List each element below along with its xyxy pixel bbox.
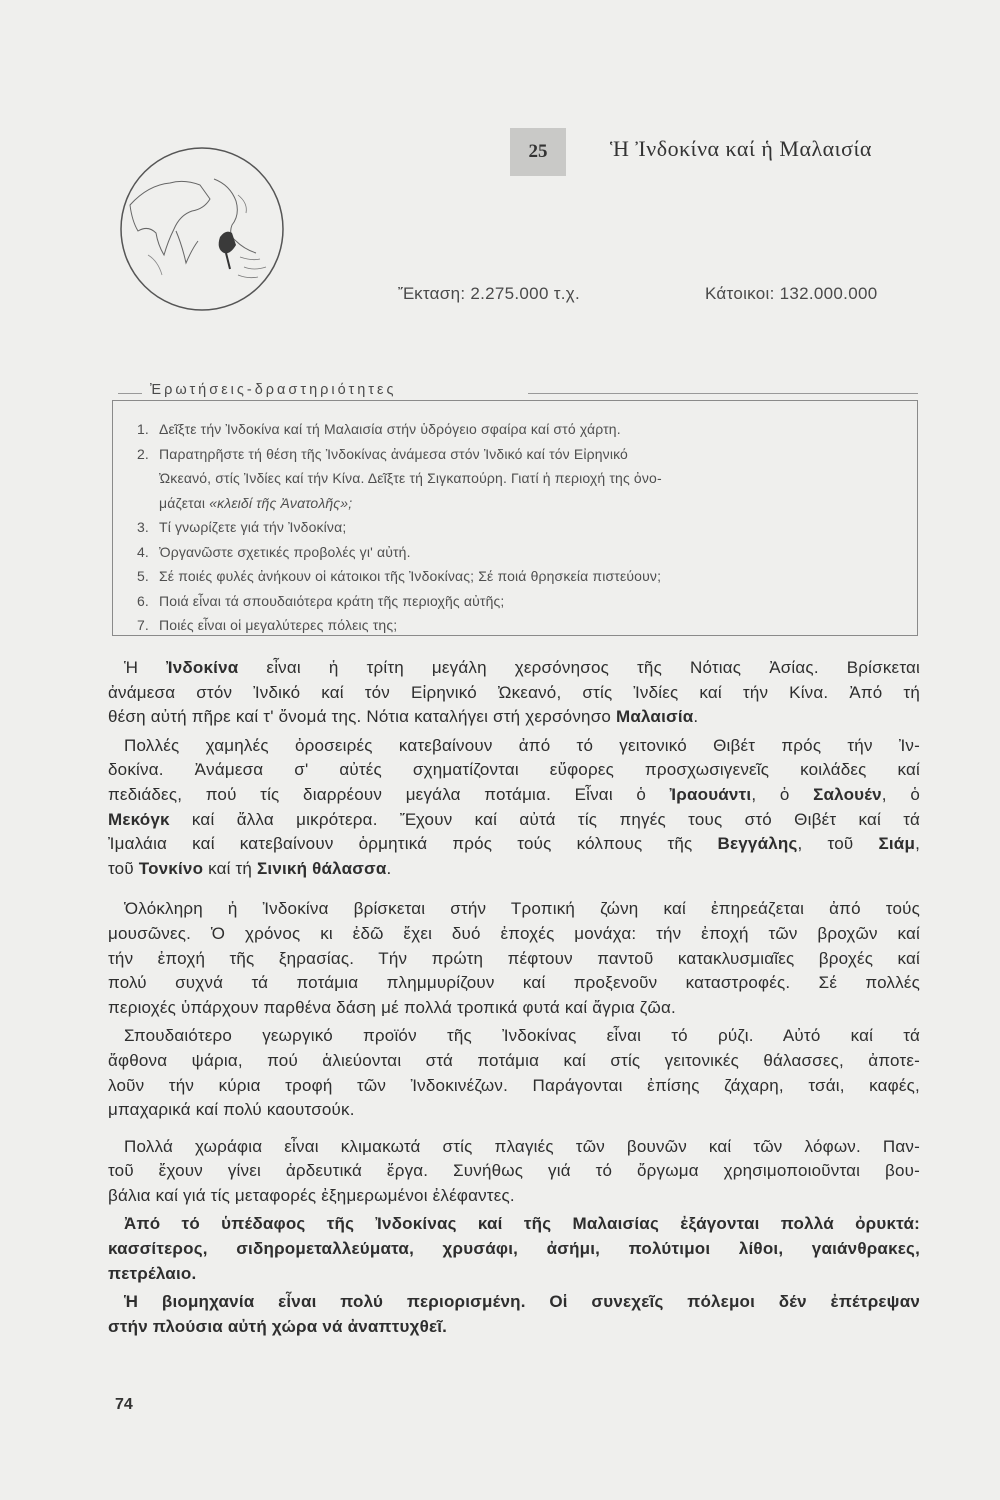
question-item: 1. Δεῖξτε τήν Ἰνδοκίνα καί τή Μαλαισία στήν ὑδρόγειο σφαίρα καί στό χάρτη.: [137, 421, 621, 437]
body-text: [108, 656, 920, 1353]
heading-rule-right: [528, 393, 918, 394]
question-continuation: Ὠκεανό, στίς Ἰνδίες καί τήν Κίνα. Δεῖξτε τή Σιγκαπούρη. Γιατί ἡ περιοχή της ὀνο-: [159, 470, 662, 486]
paragraph-fields: Πολλά χωράφια εἶναι κλιμακωτά στίς πλαγιές τῶν βουνῶν καί τῶν λόφων. Παν- τοῦ ἔχουν γίνει ἀρδευτικά ἔργα. Συνήθως γιά τό ὄργωμα χρησιμοποιοῦνται βου- βάλια καί γιά τίς μεταφορές ἐξημερωμένοι ἐλέφαντες.: [108, 1136, 920, 1205]
chapter-title: Ἡ Ἰνδοκίνα καί ἡ Μαλαισία: [610, 136, 872, 161]
paragraph-agriculture: Σπουδαιότερο γεωργικό προϊόν τῆς Ἰνδοκίνας εἶναι τό ρύζι. Αὐτό καί τά ἄφθονα ψάρια, πού ἁλιεύονται στά ποτάμια καί στίς γειτονικές θάλασσες, ἀποτε- λοῦν τήν κύρια τροφή τῶν Ἰνδοκινέζων. Παράγονται ἐπίσης ζάχαρη, τσάι, καφές, μπαχαρικά καί πολύ καουτσούκ.: [108, 1026, 920, 1120]
question-item: 4. Ὀργανῶστε σχετικές προβολές γι' αὐτή.: [137, 543, 411, 560]
question-item: 2. Παρατηρῆστε τή θέση τῆς Ἰνδοκίνας ἀνάμεσα στόν Ἰνδικό καί τόν Εἰρηνικό: [137, 445, 628, 462]
paragraph-climate: Ὁλόκληρη ἡ Ἰνδοκίνα βρίσκεται στήν Τροπική ζώνη καί ἐπηρεάζεται ἀπό τούς μουσῶνες. Ὁ χρόνος κι ἐδῶ ἔχει δυό ἐποχές μονάχα: τήν ἐποχή τῶν βροχῶν καί τήν ἐποχή τῆς ξηρασίας. Τήν πρώτη πέφτουν παντοῦ κατακλυσμιαῖες βροχές καί πολύ συχνά τά ποτάμια πλημμυρίζουν καί προξενοῦν καταστροφές. Σέ πολλές περιοχές ὑπάρχουν παρθένα δάση μέ πολλά τροπικά φυτά καί ἄγρια ζῶα.: [108, 899, 920, 1017]
questions-heading: Ἐρωτήσεις-δραστηριότητες: [150, 382, 397, 398]
population-stat: Κάτοικοι: 132.000.000: [705, 284, 878, 303]
paragraph-rivers: Πολλές χαμηλές ὀροσειρές κατεβαίνουν ἀπό τό γειτονικό Θιβέτ πρός τήν Ἰν- δοκίνα. Ἀνάμεσα σ' αὐτές σχηματίζονται εὔφορες προσχωσιγενεῖς κοιλάδες καί πεδιάδες, πού τίς διαρρέουν μεγάλα ποτάμια. Εἶναι ὁ Ἰραουάντι, ὁ Σαλουέν, ὁ Μεκόγκ καί ἄλλα μικρότερα. Ἔχουν καί αὐτά τίς πηγές τους στό Θιβέτ καί τά Ἰμαλάια καί κατεβαίνουν ὁρμητικά πρός τούς κόλπους τῆς Βεγγάλης, τοῦ Σιάμ, τοῦ Τονκίνο καί τή Σινική θάλασσα.: [108, 735, 920, 878]
question-item: 7. Ποιές εἶναι οἱ μεγαλύτερες πόλεις της;: [137, 617, 398, 633]
question-item: 3. Τί γνωρίζετε γιά τήν Ἰνδοκίνα;: [137, 519, 347, 535]
globe-map-icon: [118, 145, 286, 313]
paragraph-intro: Ἡ Ἰνδοκίνα εἶναι ἡ τρίτη μεγάλη χερσόνησος τῆς Νότιας Ἀσίας. Βρίσκεται ἀνάμεσα στόν Ἰνδικό καί τόν Εἰρηνικό Ὠκεανό, στίς Ἰνδίες καί τήν Κίνα. Ἀπό τή θέση αὐτή πῆρε καί τ' ὄνομά της. Νότια καταλήγει στή χερσόνησο Μαλαισία.: [108, 658, 921, 727]
heading-rule-left: [118, 393, 142, 394]
paragraph-industry: Ἡ βιομηχανία εἶναι πολύ περιορισμένη. Οἱ συνεχεῖς πόλεμοι δέν ἐπέτρεψαν στήν πλούσια αὐτή χώρα νά ἀναπτυχθεῖ.: [108, 1292, 920, 1336]
question-continuation: μάζεται «κλειδί τῆς Ἀνατολῆς»;: [159, 494, 353, 511]
question-item: 5. Σέ ποιές φυλές ἀνήκουν οἱ κάτοικοι τῆς Ἰνδοκίνας; Σέ ποιά θρησκεία πιστεύουν;: [137, 568, 662, 584]
area-stat: Ἔκταση: 2.275.000 τ.χ.: [398, 284, 581, 303]
questions-box: [112, 400, 918, 636]
paragraph-minerals: Ἀπό τό ὑπέδαφος τῆς Ἰνδοκίνας καί τῆς Μαλαισίας ἐξάγονται πολλά ὀρυκτά: κασσίτερος, σιδηρομεταλλεύματα, χρυσάφι, ἀσήμι, πολύτιμοι λίθοι, γαιάνθρακες, πετρέλαιο.: [108, 1214, 920, 1283]
page-number: 74: [115, 1396, 133, 1413]
question-item: 6. Ποιά εἶναι τά σπουδαιότερα κράτη τῆς περιοχῆς αὐτῆς;: [137, 592, 505, 609]
chapter-number: 25: [510, 128, 566, 176]
